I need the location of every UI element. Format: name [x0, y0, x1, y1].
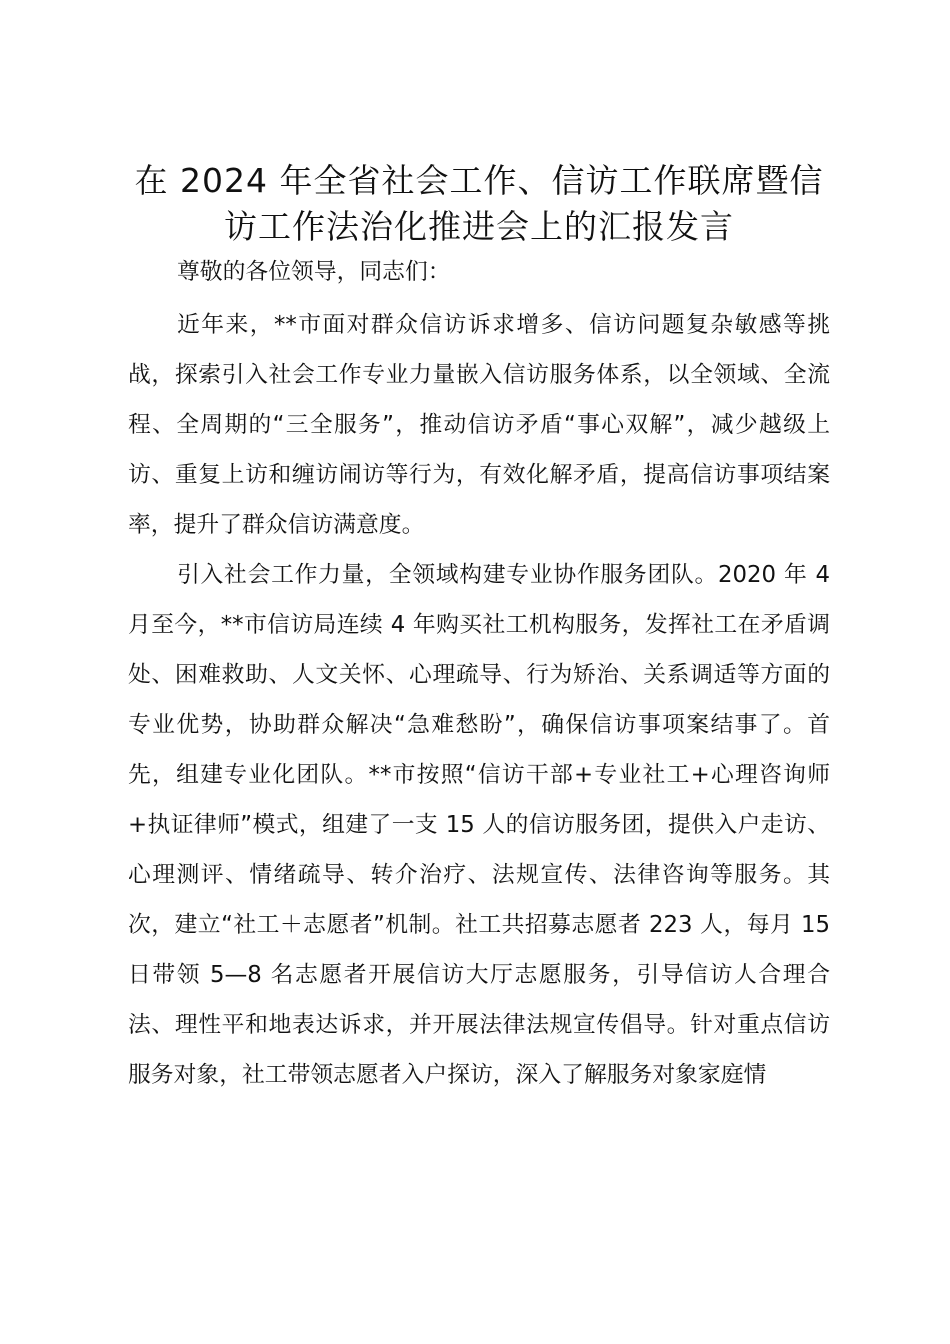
- salutation: 尊敬的各位领导，同志们：: [177, 259, 451, 285]
- title-line-2: 访工作法治化推进会上的汇报发言: [224, 207, 734, 246]
- paragraph-1: 近年来，**市面对群众信访诉求增多、信访问题复杂敏感等挑战，探索引入社会工作专业力量嵌入信访服务体系，以全领域、全流程、全周期的“三全服务”，推动信访矛盾“事心双解”，减少越级上访、重复上访和缠访闹访等行为，有效化解矛盾，提高信访事项结案率，提升了群众信访满意度。: [128, 312, 830, 538]
- document-title: [128, 158, 830, 250]
- document-page: [128, 158, 830, 1100]
- paragraph-2: 引入社会工作力量，全领域构建专业协作服务团队。2020 年 4 月至今，**市信访局连续 4 年购买社工机构服务，发挥社工在矛盾调处、困难救助、人文关怀、心理疏导、行为矫治、关系调适等方面的专业优势，协助群众解决“急难愁盼”，确保信访事项案结事了。首先，组建专业化团队。**市按照“信访干部+专业社工+心理咨询师+执证律师”模式，组建了一支 15 人的信访服务团，提供入户走访、心理测评、情绪疏导、转介治疗、法规宣传、法律咨询等服务。其次，建立“社工＋志愿者”机制。社工共招募志愿者 223 人，每月 15 日带领 5—8 名志愿者开展信访大厅志愿服务，引导信访人合理合法、理性平和地表达诉求，并开展法律法规宣传倡导。针对重点信访服务对象，社工带领志愿者入户探访，深入了解服务对象家庭情: [128, 562, 830, 1088]
- title-line-1: 在 2024 年全省社会工作、信访工作联席暨信: [134, 161, 824, 200]
